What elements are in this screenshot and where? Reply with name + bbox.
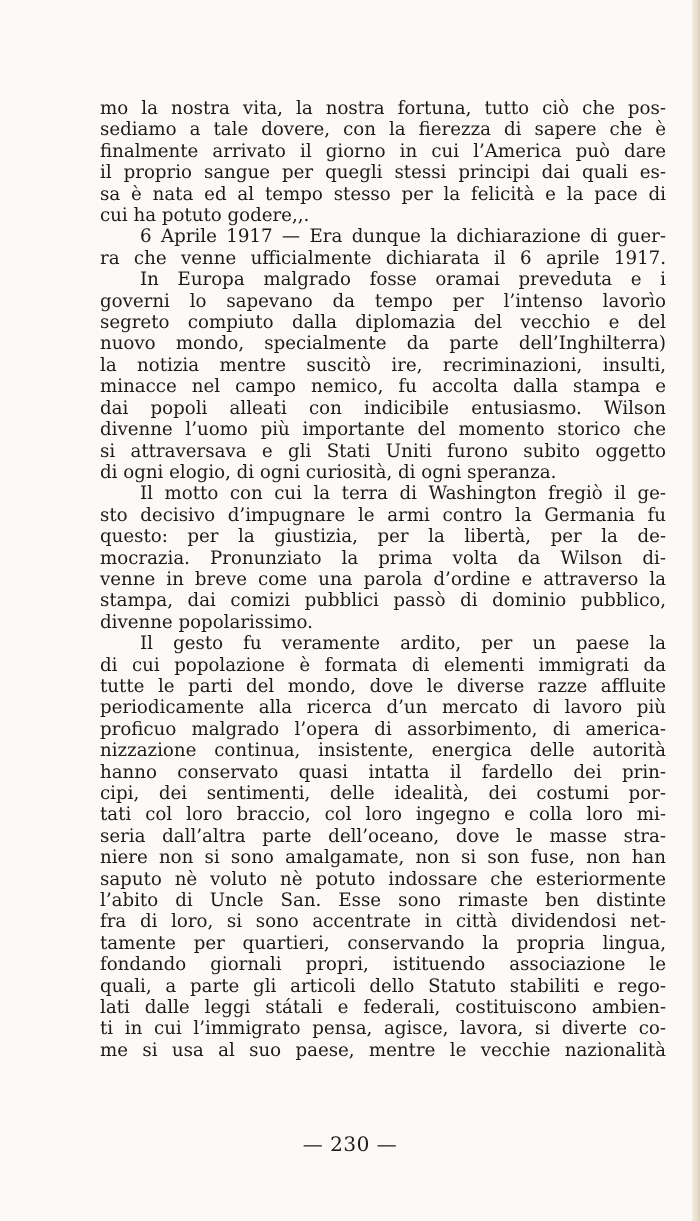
text-line: finalmente arrivato il giorno in cui l’America può dare bbox=[100, 140, 666, 162]
paragraph-3 bbox=[100, 269, 666, 483]
text-line: segreto compiuto dalla diplomazia del vecchio e del bbox=[100, 312, 666, 334]
text-line: Il motto con cui la terra di Washington fregiò il ge- bbox=[140, 483, 666, 505]
text-line: l’abito di Uncle San. Esse sono rimaste ben distinte bbox=[100, 890, 666, 912]
text-line: venne in breve come una parola d’ordine e attraverso la bbox=[100, 568, 666, 590]
text-line: cipi, dei sentimenti, delle idealità, dei costumi por- bbox=[100, 783, 666, 804]
page-number: — 230 — bbox=[302, 1132, 398, 1156]
paragraph-5 bbox=[100, 633, 666, 1061]
text-line: fra di loro, si sono accentrate in città dividendosi net- bbox=[100, 911, 666, 933]
text-line: hanno conservato quasi intatta il fardello dei prin- bbox=[100, 761, 666, 783]
paragraph-2 bbox=[100, 226, 666, 269]
text-line: seria dall’altra parte dell’oceano, dove le masse stra- bbox=[100, 825, 666, 847]
text-line: la notizia mentre suscitò ire, recriminazioni, insulti, bbox=[100, 354, 666, 376]
text-line: ti in cui l’immigrato pensa, agisce, lavora, si diverte co- bbox=[100, 1018, 666, 1040]
text-line: 6 Aprile 1917 — Era dunque la dichiarazione di guer- bbox=[140, 226, 666, 248]
text-line: di cui popolazione è formata di elementi immigrati da bbox=[100, 654, 666, 676]
text-line: niere non si sono amalgamate, non si son fuse, non han bbox=[100, 847, 666, 869]
text-line: saputo nè voluto nè potuto indossare che esteriormente bbox=[100, 868, 666, 890]
paragraph-4 bbox=[100, 483, 666, 633]
text-line: nizzazione continua, insistente, energica delle autorità bbox=[100, 740, 666, 762]
text-line: sto decisivo d’impugnare le armi contro la Germania fu bbox=[100, 504, 666, 526]
text-line: ra che venne ufficialmente dichiarata il 6 aprile 1917. bbox=[100, 247, 666, 269]
text-line: il proprio sangue per quegli stessi principi dai quali es- bbox=[100, 162, 666, 184]
text-line: fondando giornali propri, istituendo associazione le bbox=[100, 954, 666, 976]
text-line: cui ha potuto godere,,. bbox=[100, 205, 310, 227]
text-line: questo: per la giustizia, per la libertà, per la de- bbox=[100, 526, 666, 548]
text-line: In Europa malgrado fosse oramai preveduta e i bbox=[140, 269, 666, 291]
text-line: divenne popolarissimo. bbox=[100, 611, 313, 633]
text-line: tamente per quartieri, conservando la propria lingua, bbox=[100, 932, 666, 954]
text-line: sediamo a tale dovere, con la fierezza di sapere che è bbox=[100, 119, 666, 141]
text-line: di ogni elogio, di ogni curiosità, di ogni speranza. bbox=[100, 461, 557, 483]
text-line: sa è nata ed al tempo stesso per la felicità e la pace di bbox=[100, 183, 666, 205]
text-line: tutte le parti del mondo, dove le diverse razze affluite bbox=[100, 675, 666, 697]
text-line: periodicamente alla ricerca d’un mercato di lavoro più bbox=[100, 697, 666, 719]
text-line: proficuo malgrado l’opera di assorbimento, di america- bbox=[100, 718, 666, 740]
text-line: nuovo mondo, specialmente da parte dell’Inghilterra) bbox=[100, 333, 666, 355]
text-line: divenne l’uomo più importante del momento storico che bbox=[100, 419, 666, 441]
paragraph-1 bbox=[100, 98, 666, 226]
text-line: minacce nel campo nemico, fu accolta dalla stampa e bbox=[100, 376, 666, 398]
text-line: governi lo sapevano da tempo per l’intenso lavorìo bbox=[100, 290, 666, 312]
text-line: me si usa al suo paese, mentre le vecchie nazionalità bbox=[100, 1039, 666, 1061]
text-line: Il gesto fu veramente ardito, per un paese la bbox=[140, 633, 666, 655]
text-line: dai popoli alleati con indicibile entusiasmo. Wilson bbox=[100, 397, 666, 419]
text-line: si attraversava e gli Stati Uniti furono subito oggetto bbox=[100, 440, 666, 462]
text-line: lati dalle leggi státali e federali, costituiscono ambien- bbox=[100, 997, 666, 1019]
text-line: mo la nostra vita, la nostra fortuna, tutto ciò che pos- bbox=[100, 98, 666, 119]
text-line: tati col loro braccio, col loro ingegno e colla loro mi- bbox=[100, 804, 666, 826]
text-line: quali, a parte gli articoli dello Statuto stabiliti e rego- bbox=[100, 975, 666, 997]
page-edge bbox=[692, 0, 700, 1221]
text-line: mocrazia. Pronunziato la prima volta da Wilson di- bbox=[100, 547, 666, 569]
text-line: stampa, dai comizi pubblici passò di dominio pubblico, bbox=[100, 590, 666, 612]
body-text bbox=[100, 98, 666, 1061]
